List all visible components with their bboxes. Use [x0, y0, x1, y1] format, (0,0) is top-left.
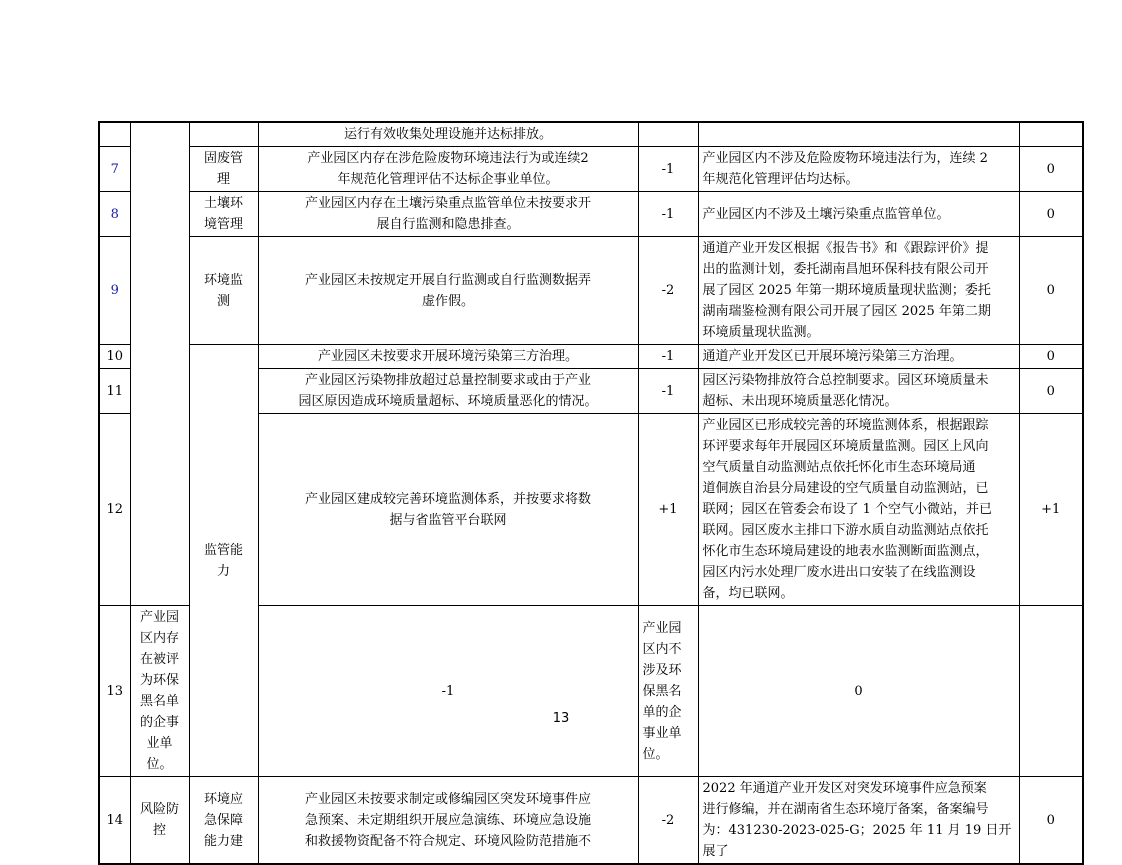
- points-cell: -2: [638, 237, 698, 345]
- table-row: [99, 237, 1083, 345]
- page-number: 13: [552, 711, 570, 726]
- item-cell: 固废管 理: [189, 147, 258, 192]
- points-cell: -1: [638, 192, 698, 237]
- index-cell: 13: [99, 606, 130, 777]
- indicator-cell: 产业园区未按要求开展环境污染第三方治理。: [258, 345, 638, 369]
- item-cell: [189, 122, 258, 147]
- score-cell: 0: [1019, 777, 1083, 865]
- indicator-cell: 运行有效收集处理设施并达标排放。: [258, 122, 638, 147]
- status-cell: 产业园区内不涉及危险废物环境违法行为，连续 2 年规范化管理评估均达标。: [698, 147, 1019, 192]
- status-cell: 园区污染物排放符合总控制要求。园区环境质量未 超标、未出现环境质量恶化情况。: [698, 369, 1019, 414]
- status-cell: 通道产业开发区已开展环境污染第三方治理。: [698, 345, 1019, 369]
- assessment-table: [98, 121, 1084, 865]
- category-cell: [130, 122, 189, 606]
- status-cell: 产业园区已形成较完善的环境监测体系，根据跟踪 环评要求每年开展园区环境质量监测。园区上风向 空气质量自动监测站点依托怀化市生态环境局通 道侗族自治县分局建设的空气质量自动监测站，已 联网；园区在管委会布设了 1 个空气小微站，并已 联网。园区废水主排口下游水质自动监测站点依托 怀化市生态环境局建设的地表水监测断面监测点， 园区内污水处理厂废水进出口安装了在线监测设 备，均已联网。: [698, 414, 1019, 606]
- table-row: [99, 192, 1083, 237]
- index-cell: [99, 122, 130, 147]
- status-cell: 产业园区内不涉及环保黑名单的企事业单位。: [638, 606, 698, 777]
- index-cell: 11: [99, 369, 130, 414]
- indicator-cell: 产业园区建成较完善环境监测体系，并按要求将数 据与省监管平台联网: [258, 414, 638, 606]
- table-row: [99, 122, 1083, 147]
- table-row: [99, 147, 1083, 192]
- score-cell: 0: [698, 606, 1019, 777]
- index-cell: 10: [99, 345, 130, 369]
- score-cell: [1019, 122, 1083, 147]
- points-cell: [638, 122, 698, 147]
- points-cell: -2: [638, 777, 698, 865]
- points-cell: -1: [638, 147, 698, 192]
- indicator-cell: 产业园区内存在涉危险废物环境违法行为或连续2 年规范化管理评估不达标企事业单位。: [258, 147, 638, 192]
- status-cell: 产业园区内不涉及土壤污染重点监管单位。: [698, 192, 1019, 237]
- index-cell: 8: [99, 192, 130, 237]
- points-cell: +1: [638, 414, 698, 606]
- item-cell: 环境监 测: [189, 237, 258, 345]
- points-cell: -1: [638, 345, 698, 369]
- table-row: [99, 345, 1083, 369]
- points-cell: -1: [258, 606, 638, 777]
- indicator-cell: 产业园区未按要求制定或修编园区突发环境事件应 急预案、未定期组织开展应急演练、环境应急设施 和救援物资配备不符合规定、环境风险防范措施不: [258, 777, 638, 865]
- score-cell: +1: [1019, 414, 1083, 606]
- status-cell: [698, 122, 1019, 147]
- table-row: [99, 777, 1083, 865]
- score-cell: 0: [1019, 345, 1083, 369]
- item-cell: 土壤环 境管理: [189, 192, 258, 237]
- score-cell: 0: [1019, 237, 1083, 345]
- indicator-cell: 产业园区未按规定开展自行监测或自行监测数据弄 虚作假。: [258, 237, 638, 345]
- points-cell: -1: [638, 369, 698, 414]
- category-cell: 风险防 控: [130, 777, 189, 865]
- item-cell: 环境应 急保障 能力建: [189, 777, 258, 865]
- indicator-cell: 产业园区内存在土壤污染重点监管单位未按要求开 展自行监测和隐患排查。: [258, 192, 638, 237]
- status-cell: 2022 年通道产业开发区对突发环境事件应急预案 进行修编，并在湖南省生态环境厅备案，备案编号 为：431230-2023-025-G；2025 年 11 月 19 日开展了: [698, 777, 1019, 865]
- score-cell: 0: [1019, 369, 1083, 414]
- index-cell: 9: [99, 237, 130, 345]
- indicator-cell: 产业园区内存在被评为环保黑名单的企事业单位。: [130, 606, 189, 777]
- index-cell: 12: [99, 414, 130, 606]
- status-cell: 通道产业开发区根据《报告书》和《跟踪评价》提 出的监测计划，委托湖南昌旭环保科技有限公司开 展了园区 2025 年第一期环境质量现状监测；委托 湖南瑞鉴检测有限公司开展了园区 2025 年第二期 环境质量现状监测。: [698, 237, 1019, 345]
- indicator-cell: 产业园区污染物排放超过总量控制要求或由于产业 园区原因造成环境质量超标、环境质量恶化的情况。: [258, 369, 638, 414]
- index-cell: 14: [99, 777, 130, 865]
- index-cell: 7: [99, 147, 130, 192]
- score-cell: 0: [1019, 147, 1083, 192]
- item-cell: 监管能 力: [189, 345, 258, 777]
- score-cell: 0: [1019, 192, 1083, 237]
